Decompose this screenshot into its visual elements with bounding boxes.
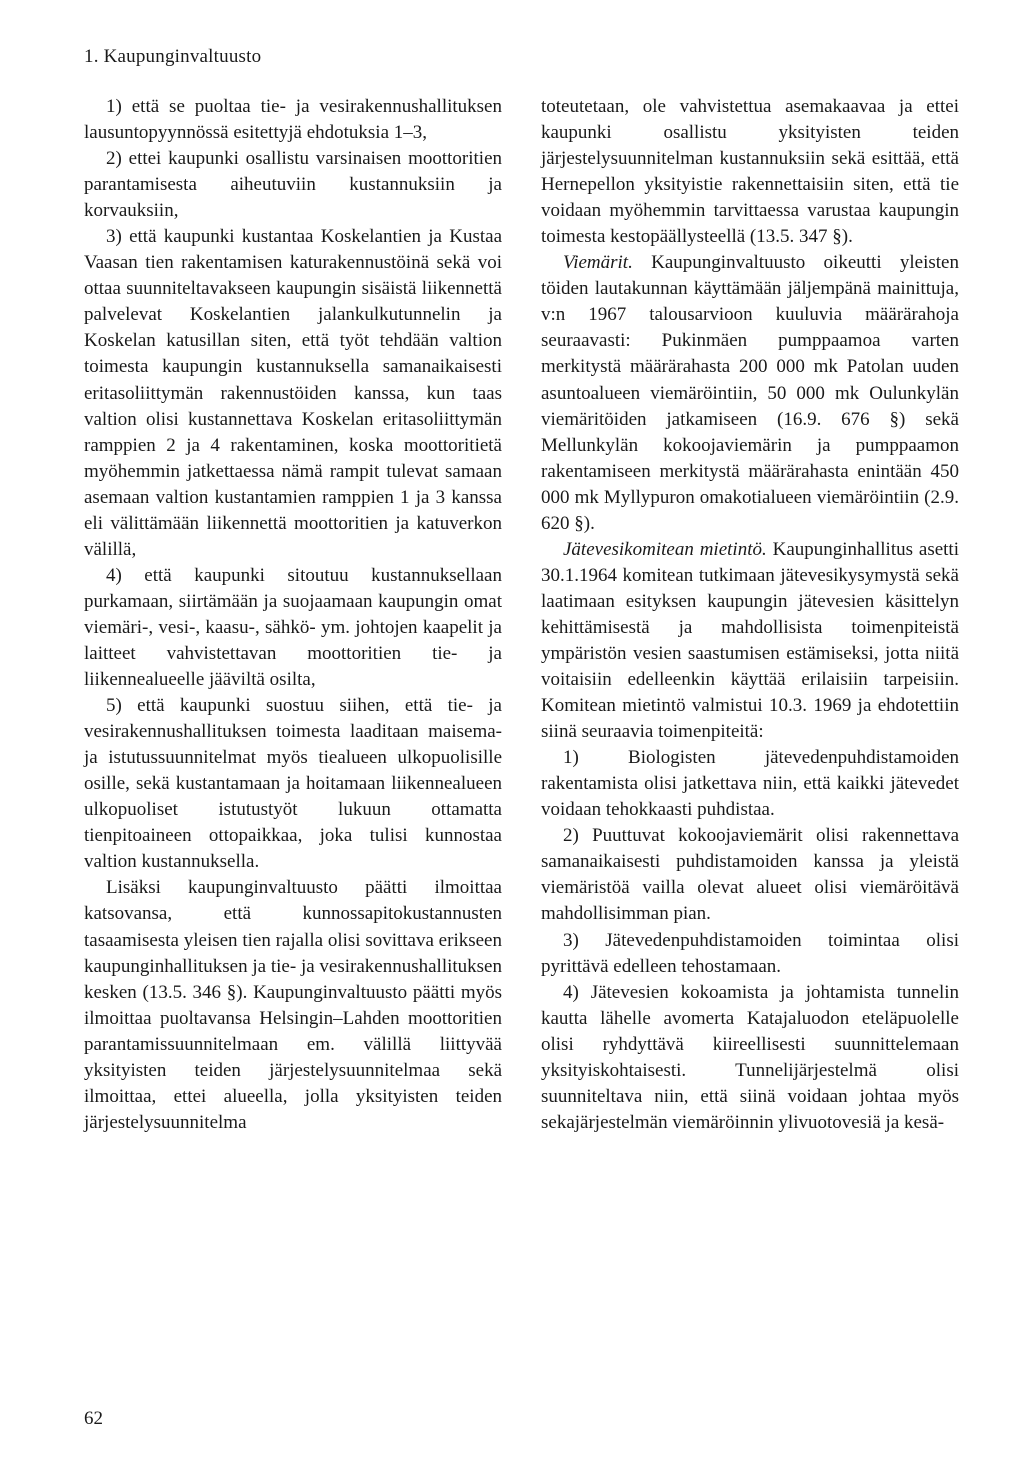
- paragraph: 4) Jätevesien kokoamista ja johtamista tunnelin kautta lähelle avomerta Katajaluodon eteläpuolelle olisi ryhdyttävä kiireellisesti suunnittelemaan yksityiskohtaisesti. Tunnelijärjestelmä olisi suunniteltava niin, että siinä voidaan johtaa myös sekajärjestelmän viemäröinnin ylivuotovesiä ja kesä-: [541, 981, 959, 1133]
- running-head: 1. Kaupunginvaltuusto: [84, 46, 262, 67]
- paragraph-text: Kaupunginhallitus asetti 30.1.1964 komitean tutkimaan jätevesikysymystä sekä laatimaan esityksen kaupungin jätevesien käsittelyn kehittämisestä ja mahdollisista toimenpiteistä ympäristön vesien saastumisen estämiseksi, jotta niitä voitaisiin edelleenkin käyttää erilaisiin tarpeisiin. Komitean mietintö valmistui 10.3. 1969 ja ehdotettiin siinä seuraavia toimenpiteitä:: [541, 538, 959, 743]
- paragraph: 1) että se puoltaa tie- ja vesirakennushallituksen lausuntopyynnössä esitettyjä ehdotuksia 1–3,: [84, 96, 502, 144]
- paragraph: 3) Jätevedenpuhdistamoiden toimintaa olisi pyrittävä edelleen tehostamaan.: [541, 929, 959, 977]
- paragraph: 2) Puuttuvat kokoojaviemärit olisi rakennettava samanaikaisesti puhdistamoiden kanssa ja yleistä viemäristöä vailla olevat alueet olisi viemäröitävä mahdollisimman pian.: [541, 825, 959, 925]
- section-heading-jatevesikomitea: Jätevesikomitean mietintö.: [563, 538, 767, 560]
- paragraph: 1) Biologisten jätevedenpuhdistamoiden rakentamista olisi jatkettava niin, että kaikki jätevedet voidaan tehokkaasti puhdistaa.: [541, 747, 959, 821]
- paragraph: Lisäksi kaupunginvaltuusto päätti ilmoittaa katsovansa, että kunnossapitokustannusten tasaamisesta yleisen tien rajalla olisi sovittava erikseen kaupunginhallituksen ja tie- ja vesirakennushallituksen kesken (13.5. 346 §). Kaupunginvaltuusto päätti myös ilmoittaa puoltavansa Helsingin–Lahden moottoritien parantamissuunnitelmaan em. välillä liittyvää yksityisten teiden järjestelysuunnitelmaa sekä ilmoittaa, ettei alueella, jolla yksityisten teiden järjestelysuunnitelma: [84, 877, 502, 1133]
- paragraph: toteutetaan, ole vahvistettua asemakaavaa ja ettei kaupunki osallistu yksityisten teiden järjestelysuunnitelman kustannuksiin sekä esittää, että Hernepellon yksityistie rakennettaisiin siten, että tie voidaan myöhemmin tarvittaessa varustaa kaupungin toimesta kestopäällysteellä (13.5. 347 §).: [541, 96, 959, 248]
- paragraph: 4) että kaupunki sitoutuu kustannuksellaan purkamaan, siirtämään ja suojaamaan kaupungin omat viemäri-, vesi-, kaasu-, sähkö- ym. johtojen kaapelit ja laitteet vahvistettavan moottoritien tie- ja liikennealueelle jääviltä osilta,: [84, 564, 502, 691]
- paragraph: [541, 537, 959, 745]
- right-column: [541, 94, 959, 1136]
- page-number: 62: [84, 1408, 103, 1429]
- section-heading-viemarit: Viemärit.: [563, 252, 633, 274]
- left-column: [84, 94, 502, 1136]
- paragraph: [541, 250, 959, 537]
- paragraph: 2) ettei kaupunki osallistu varsinaisen moottoritien parantamisesta aiheutuviin kustannuksiin ja korvauksiin,: [84, 148, 502, 222]
- paragraph-text: Kaupunginvaltuusto oikeutti yleisten töiden lautakunnan käyttämään jäljempänä mainittuja, v:n 1967 talousarvioon kuuluvia määrärahoja seuraavasti: Pukinmäen pumppaamoa varten merkitystä määrärahasta 200 000 mk Patolan uuden asuntoalueen viemäröintiin, 50 000 mk Oulunkylän viemäritöiden jatkamiseen (16.9. 676 §) sekä Mellunkylän kokoojaviemärin ja pumppaamon rakentamiseen merkitystä määrärahasta enintään 450 000 mk Myllypuron omakotialueen viemäröintiin (2.9. 620 §).: [541, 252, 959, 534]
- paragraph: 5) että kaupunki suostuu siihen, että tie- ja vesirakennushallituksen toimesta laaditaan maisema- ja istutussuunnitelmat myös tiealueen ulkopuolisille osille, sekä kustantamaan ja hoitamaan liikennealueen ulkopuoliset istutustyöt lukuun ottamatta tienpitoaineen ottopaikkaa, joka tulisi kunnostaa valtion kustannuksella.: [84, 695, 502, 873]
- paragraph: 3) että kaupunki kustantaa Koskelantien ja Kustaa Vaasan tien rakentamisen katurakennustöinä sekä voi ottaa suunniteltavakseen kaupungin sisäistä liikennettä palvelevat Koskelantien jalankulkutunnelin ja Koskelan katusillan siten, että työt tehdään valtion toimesta kaupungin kustannuksella samanaikaisesti eritasoliittymän rakennustöiden kanssa, kun taas valtion olisi kustannettava Koskelan eritasoliittymän ramppien 2 ja 4 rakentaminen, koska moottoritietä myöhemmin jatkettaessa nämä rampit tulevat samaan asemaan valtion kustantamien ramppien 1 ja 3 kanssa eli välittämään liikennettä moottoritien ja katuverkon välillä,: [84, 226, 502, 560]
